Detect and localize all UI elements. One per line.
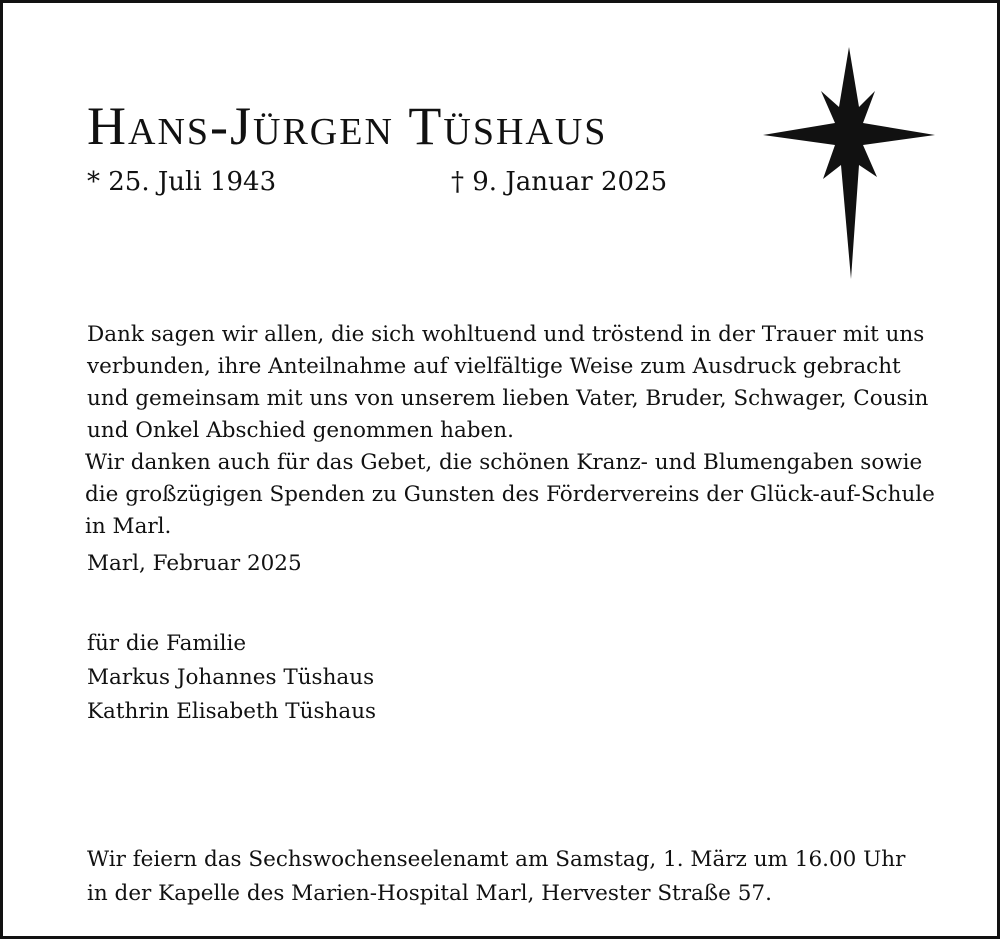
thanks-line: verbunden, ihre Anteilnahme auf vielfältige Weise zum Ausdruck gebracht [87,354,901,379]
thanks-paragraph [87,319,927,447]
thanks-line: und Onkel Abschied genommen haben. [87,418,514,443]
donations-paragraph [85,447,935,543]
signatory-name: Markus Johannes Tüshaus [87,665,375,690]
signatory-name: Kathrin Elisabeth Tüshaus [87,699,377,724]
signature-block [87,627,376,729]
donations-line: Wir danken auch für das Gebet, die schönen Kranz- und Blumengaben sowie [85,450,923,475]
donations-line: in Marl. [85,514,172,539]
star-icon-shape [763,47,935,279]
thanks-line: und gemeinsam mit uns von unserem lieben Vater, Bruder, Schwager, Cousin [87,386,929,411]
birth-date: * 25. Juli 1943 [87,167,277,197]
donations-line: die großzügigen Spenden zu Gunsten des Fördervereins der Glück-auf-Schule [85,482,935,507]
death-date: † 9. Januar 2025 [451,167,668,197]
service-line: in der Kapelle des Marien-Hospital Marl, Hervester Straße 57. [87,881,772,906]
star-icon [759,45,939,281]
deceased-name: Hans-Jürgen Tüshaus [87,96,608,156]
signature-intro: für die Familie [87,631,247,656]
thanks-line: Dank sagen wir allen, die sich wohltuend und tröstend in der Trauer mit uns [87,322,925,347]
service-line: Wir feiern das Sechswochenseelenamt am Samstag, 1. März um 16.00 Uhr [87,847,906,872]
place-date: Marl, Februar 2025 [87,551,302,576]
service-notice [87,843,905,911]
